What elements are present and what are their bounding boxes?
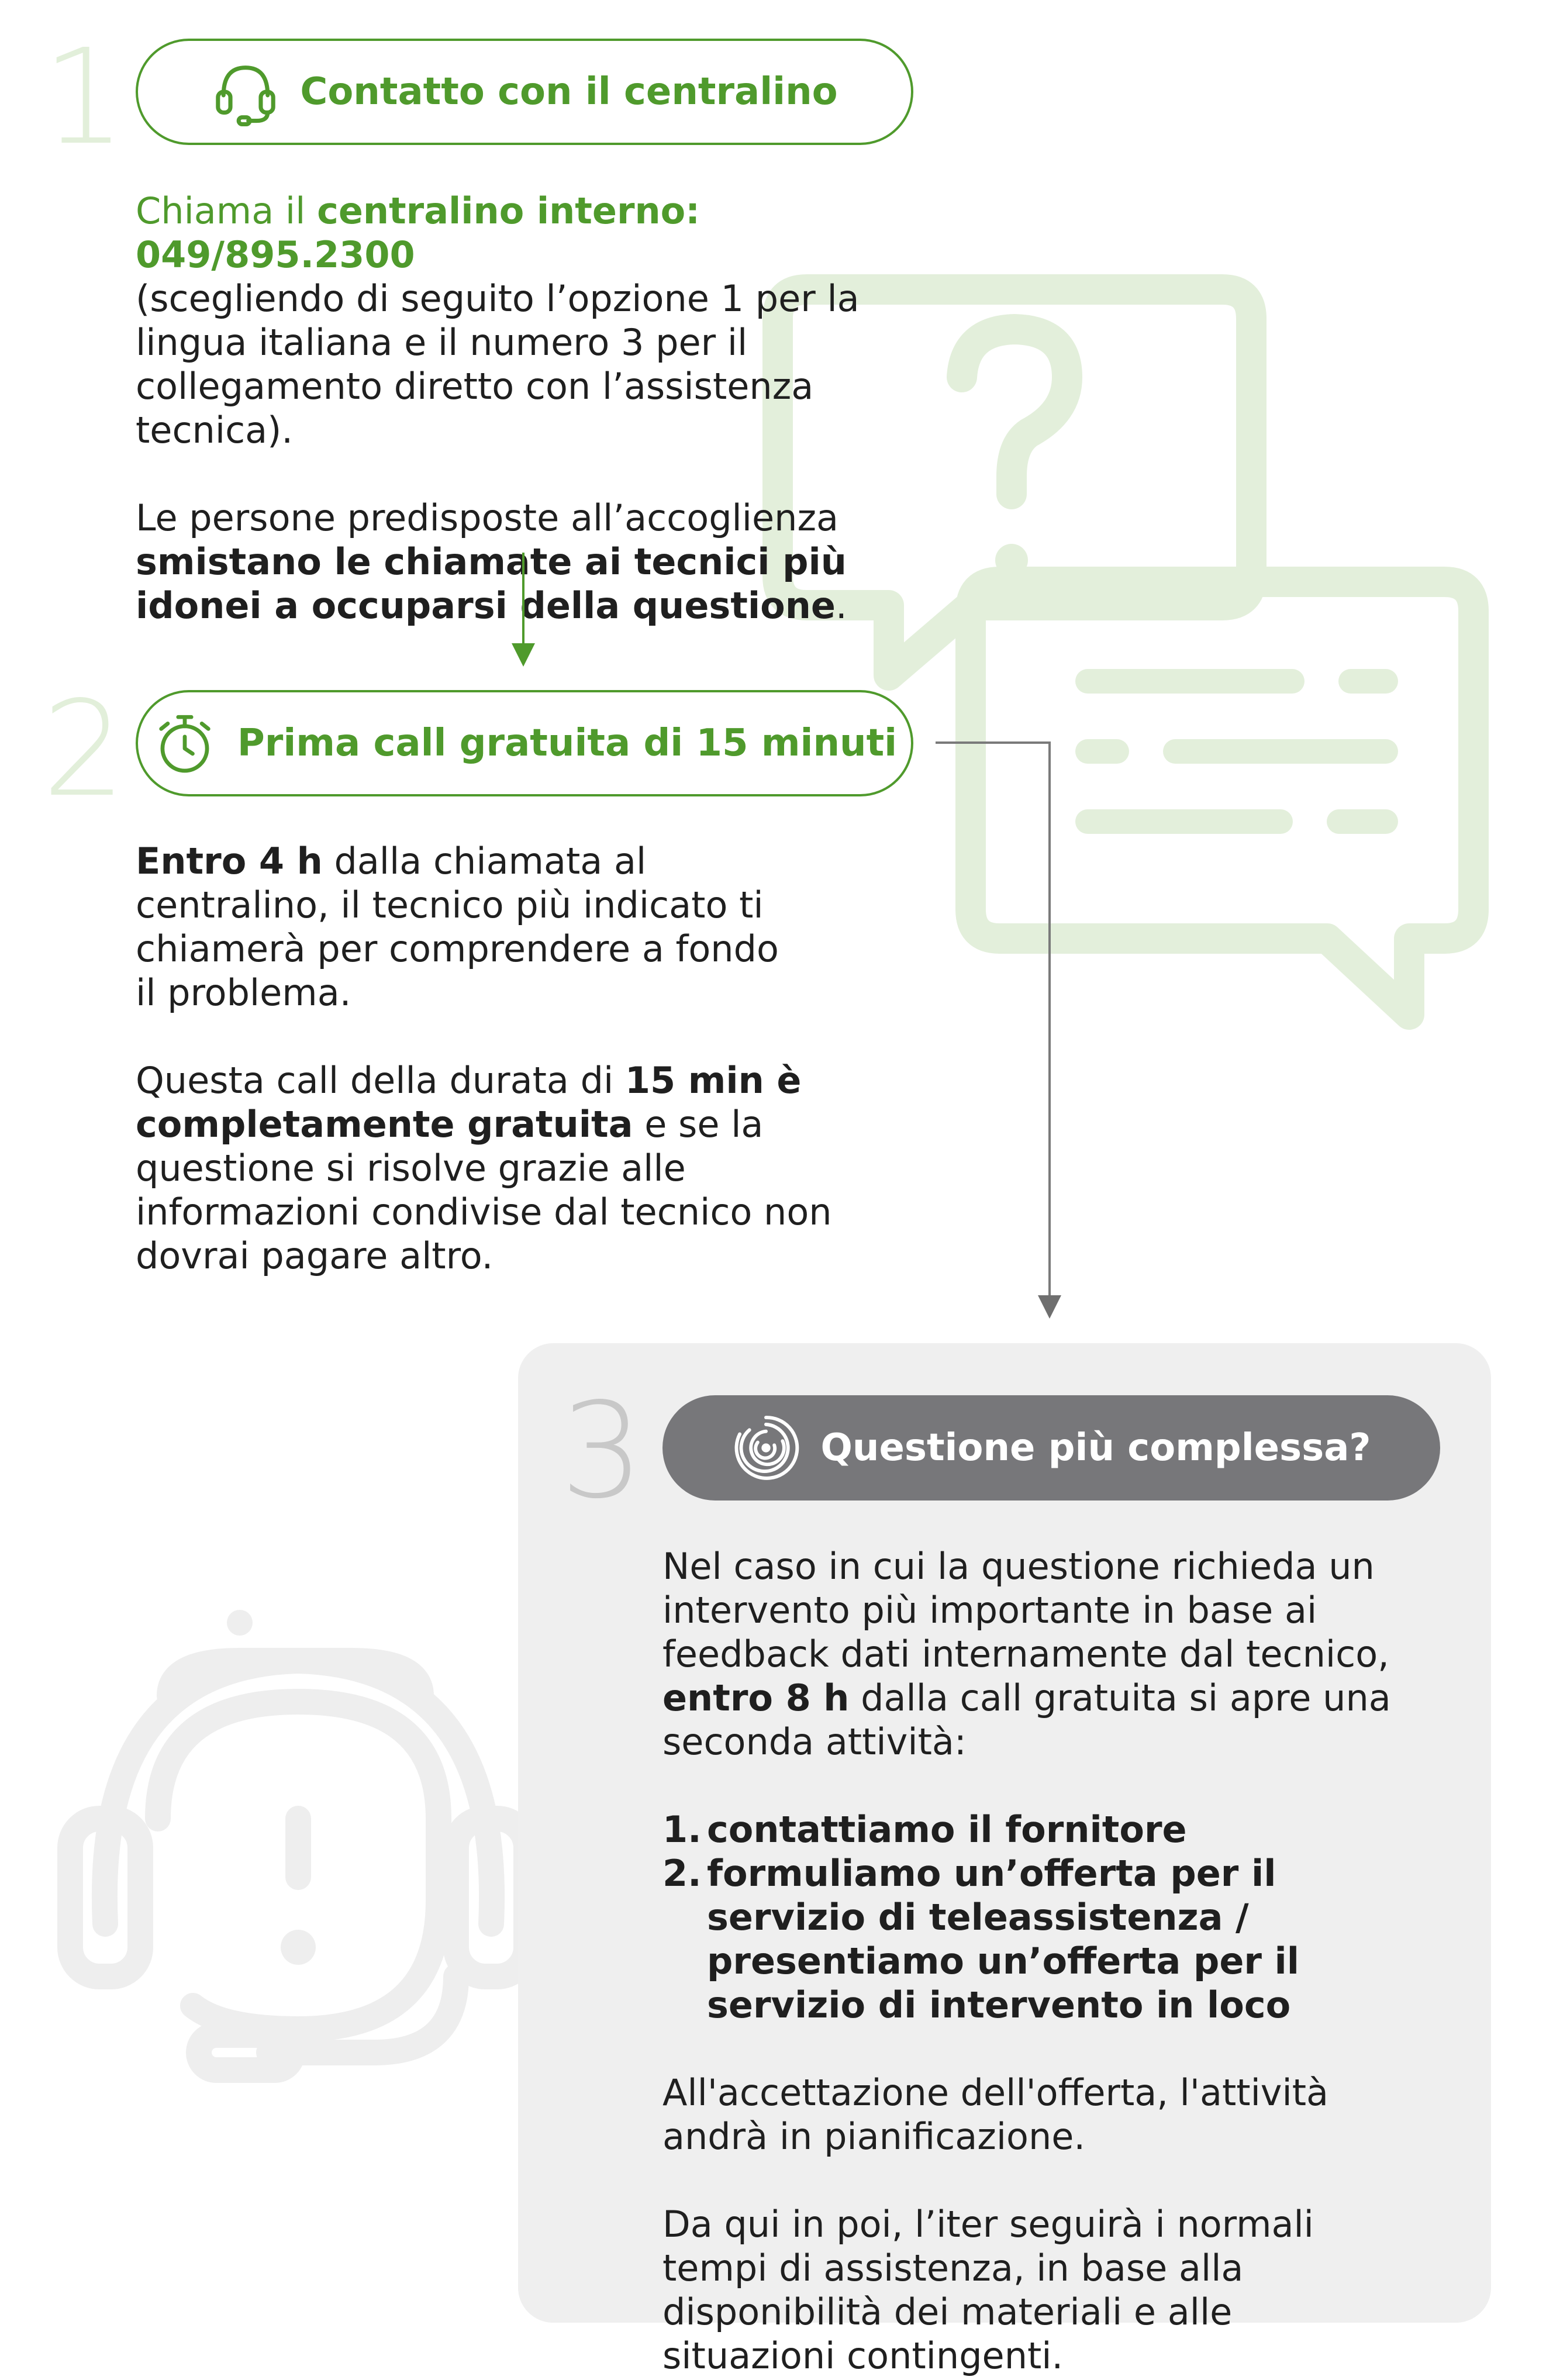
phone-number: centralino interno: 049/895.2300 [136,189,700,276]
step3-body [662,1544,1423,2378]
step1-number: 1 [42,21,126,174]
step1-paragraph-1: Chiama il centralino interno: 049/895.2300 (scegliendo di seguito l’opzione 1 per la lingua italiana e il numero 3 per il collegamento diretto con l’assistenza tecnica). [136,189,860,451]
support-headset-icon [47,1573,550,2088]
step3-paragraph-3: Da qui in poi, l’iter seguirà i normali tempi di assistenza, in base alla disponibilità dei materiali e alle situazioni contingenti. [662,2203,1314,2377]
step2-pill [136,690,913,796]
step2-paragraph-1: Entro 4 h dalla chiamata al centralino, il tecnico più indicato ti chiamerà per comprendere a fondo il problema. [136,840,779,1014]
list-item: 1. contattiamo il fornitore [662,1808,1187,1851]
step3-number: 3 [560,1375,644,1528]
maze-icon [731,1413,800,1482]
step2-title: Prima call gratuita di 15 minuti [237,722,898,765]
step1-pill [136,39,913,145]
step1-paragraph-2: Le persone predisposte all’accoglienza smistano le chiamate ai tecnici più idonei a occuparsi della questione. [136,496,847,627]
step3-title: Questione più complessa? [820,1426,1371,1470]
list-item: 2. formuliamo un’offerta per il servizio di teleassistenza / presentiamo un’offerta per il servizio di intervento in loco [662,1852,1300,2026]
step3-action-list [662,1808,1382,2027]
arrow-step1-to-step2 [509,553,538,670]
arrow-step2-to-step3 [936,740,1064,1324]
step2-number: 2 [42,673,126,826]
step3-paragraph-2: All'accettazione dell'offerta, l'attività andrà in pianificazione. [662,2071,1329,2158]
stopwatch-icon [152,710,218,776]
headset-icon [211,57,280,126]
step1-body [136,189,943,627]
step2-paragraph-2: Questa call della durata di 15 min è completamente gratuita e se la questione si risolve grazie alle informazioni condivise dal tecnico non dovrai pagare altro. [136,1059,832,1277]
step3-paragraph-1: Nel caso in cui la questione richieda un intervento più importante in base ai feedback dati internamente dal tecnico, entro 8 h dalla call gratuita si apre una seconda attività: [662,1545,1391,1763]
step3-pill [662,1395,1440,1501]
step2-body [136,839,896,1278]
step1-title: Contatto con il centralino [300,70,838,113]
